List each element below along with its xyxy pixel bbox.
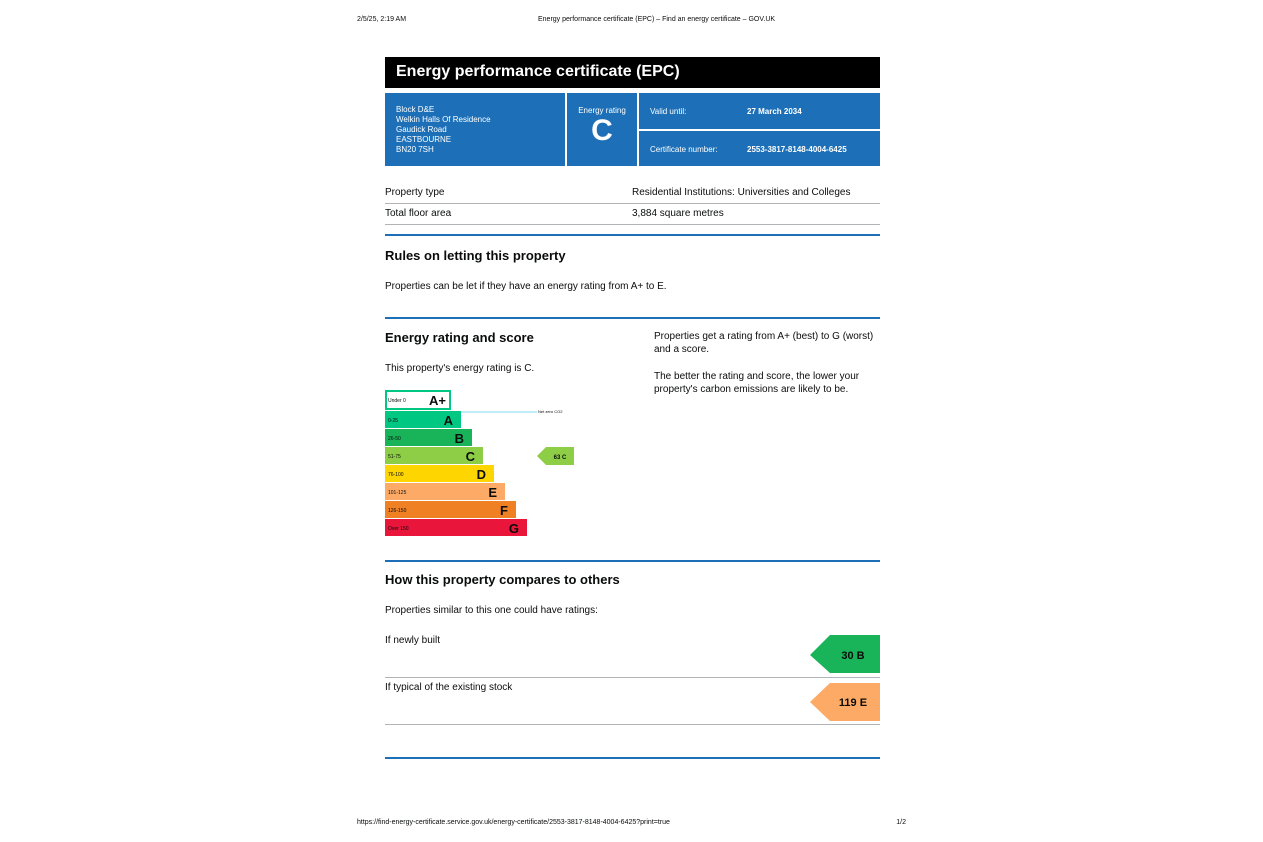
property-address <box>385 93 565 166</box>
address-line: Block D&E <box>396 105 435 114</box>
rating-band-letter: E <box>488 485 497 500</box>
compare-intro: Properties similar to this one could have ratings: <box>385 605 598 616</box>
compare-heading: How this property compares to others <box>385 572 620 587</box>
compare-row-new <box>385 631 880 678</box>
rating-band-range: Over 150 <box>388 526 409 532</box>
page-title: Energy performance certificate (EPC) <box>385 57 880 88</box>
valid-until <box>639 93 880 129</box>
page-number: 1/2 <box>896 819 906 826</box>
property-type-label: Property type <box>385 187 445 198</box>
certificate-summary <box>385 93 880 166</box>
address-line: BN20 7SH <box>396 145 434 154</box>
table-row <box>385 183 880 204</box>
rating-band-range: 26-50 <box>388 436 401 442</box>
rating-band-letter: A+ <box>429 393 446 408</box>
compare-row-typical <box>385 678 880 725</box>
rating-band-range: 126-150 <box>388 508 407 514</box>
rating-band-letter: A <box>443 413 453 428</box>
section-divider <box>385 234 880 236</box>
rating-band-letter: G <box>508 521 519 536</box>
valid-until-label: Valid until: <box>650 107 687 116</box>
net-zero-label: Net zero CO2 <box>538 409 563 414</box>
rating-band-range: 76-100 <box>388 472 404 478</box>
section-divider <box>385 560 880 562</box>
section-divider <box>385 757 880 759</box>
print-footer <box>357 819 906 829</box>
energy-rating-letter: C <box>591 114 613 147</box>
property-details <box>385 183 880 225</box>
address-line: Gaudick Road <box>396 125 447 134</box>
floor-area-value: 3,884 square metres <box>632 208 724 219</box>
letting-text: Properties can be let if they have an energy rating from A+ to E. <box>385 281 667 292</box>
energy-info-text-2: The better the rating and score, the lower your property's carbon emissions are likely to be. <box>654 371 860 395</box>
rating-band-letter: D <box>476 467 486 482</box>
compare-arrow-typical <box>810 683 880 723</box>
valid-until-value: 27 March 2034 <box>747 107 802 116</box>
energy-rating-chart <box>385 389 585 549</box>
rating-band-range: Under 0 <box>388 398 406 404</box>
section-divider <box>385 317 880 319</box>
compare-label: If typical of the existing stock <box>385 682 513 693</box>
floor-area-label: Total floor area <box>385 208 452 219</box>
letting-heading: Rules on letting this property <box>385 248 566 263</box>
print-title: Energy performance certificate (EPC) – Find an energy certificate – GOV.UK <box>538 16 776 23</box>
energy-info-text-1: Properties get a rating from A+ (best) to G (worst) and a score. <box>654 331 874 355</box>
rating-arrow-label: 30 B <box>841 650 865 662</box>
rating-arrow-label: 119 E <box>838 697 868 709</box>
rating-band-letter: C <box>465 449 475 464</box>
address-line: EASTBOURNE <box>396 135 452 144</box>
energy-rating-text: This property's energy rating is C. <box>385 363 535 374</box>
property-type-value: Residential Institutions: Universities and Colleges <box>632 187 851 198</box>
certificate-number <box>639 131 880 166</box>
print-url: https://find-energy-certificate.service.gov.uk/energy-certificate/2553-3817-8148-4004-6425?print=true <box>357 819 670 826</box>
rating-band-range: 51-75 <box>388 454 401 460</box>
rating-band-letter: F <box>500 503 508 518</box>
energy-heading: Energy rating and score <box>385 330 534 345</box>
compare-arrow-new <box>810 635 880 675</box>
certificate-number-label: Certificate number: <box>650 145 718 154</box>
certificate-number-value: 2553-3817-8148-4004-6425 <box>747 145 847 154</box>
compare-label: If newly built <box>385 635 441 646</box>
table-row <box>385 204 880 225</box>
energy-rating-label: Energy rating <box>578 106 626 115</box>
rating-band-range: 101-125 <box>388 490 407 496</box>
energy-rating-box <box>567 93 637 166</box>
print-header <box>357 16 906 26</box>
rating-band-range: 0-25 <box>388 418 399 424</box>
current-rating-label: 63 C <box>553 455 567 461</box>
rating-band-letter: B <box>454 431 464 446</box>
address-line: Welkin Halls Of Residence <box>396 115 491 124</box>
print-date: 2/5/25, 2:19 AM <box>357 16 407 23</box>
